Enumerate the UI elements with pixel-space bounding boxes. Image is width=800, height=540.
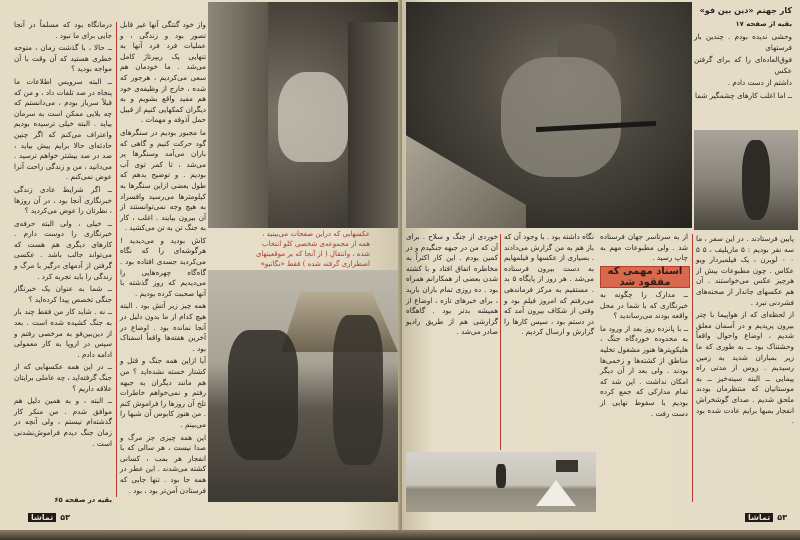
box-preceding-text: از به سرتاسر جهان فرستاده شد . ولی مطبوعات مهم به چاپ رسید . bbox=[600, 232, 688, 263]
running-head: کار جهنم «دین بین فو» bbox=[699, 6, 792, 15]
paragraph: واز خود گنتگی آنها غیر قابل تصور بود و زندگی ، و عملیات فرد فرد آنها به تنهایی یک ریپرتاژ کامل می‌شد . ما خودمان هم سعی می‌کردیم ، هرجور که شده ، خارج از وظیفه‌ی خود هم مفید واقع بشویم و به دیگران کمکهایی کنیم از قبیل حمل آذوقه و مهمات . bbox=[120, 20, 206, 125]
trench-wall-right bbox=[348, 22, 400, 228]
intro-text-column bbox=[694, 32, 792, 130]
caption-line: شده ، وانتقالِ ( از آنجا که بر موقعیتهای bbox=[255, 250, 370, 258]
paragraph: ــ با پانزده روز بعد از ورود ما به محدوده خوردگاه جنگ ، هلیکوپترها هنوز مشغول تخلیه مناطق از کشته‌ها و زخمی‌ها بودند . ولی بعد از آن دیگر امکان نداشت . این شد که تمام مدارکی که جمع کرده بودیم با سقوط نهایی از دست رفت . bbox=[600, 323, 688, 418]
caption-line: اضطراری گرفته شده ) فقط «نگاتیو» bbox=[260, 260, 370, 268]
left-page-folio bbox=[28, 513, 70, 522]
continued-to-label: بقیه در صفحه ۶۵ bbox=[54, 496, 112, 504]
text-line: داشتم از دست دادم . bbox=[727, 78, 792, 88]
interview-text-column bbox=[600, 290, 688, 502]
soldier-left bbox=[228, 330, 298, 460]
text-line: وحشی ندیده بودم . چندین بار فرستهای bbox=[694, 32, 792, 52]
right-page-text-column-b bbox=[504, 232, 594, 452]
trench-wall-shape bbox=[208, 2, 268, 228]
section-heading: اسناد مهمی که مفقود شد bbox=[607, 266, 683, 288]
girl-figure bbox=[742, 140, 770, 220]
paragraph: ــ نه . شاید کار من فقط چند بار به جنگ کشیده شده است . بعد از دین‌بین‌فو به مرخصی رفتم و سپس در اروپا به کار معمولی ادامه دادم . bbox=[14, 307, 112, 359]
page-bottom-edge bbox=[0, 530, 800, 540]
column-divider bbox=[116, 22, 117, 497]
paragraph: ــ خیلی ، ولی البته حرفه‌ی خبرنگاری را دوست دارم . کارهای دیگری هم هست که می‌تواند جالب باشد . عکسی گرفتن از آدمهای درگیر با مرگ و زندگی را باید تجربه کرد . bbox=[14, 218, 112, 281]
paragraph: خوردی از جنگ و سلاح . برای آن که من در جبهه جنگیدم و در کمین بودم . این کار اکثراً به مخاطره اتفاق افتاد و با کشته شدن بعضی از همکارانم همراه بود . ده روزی تمام باران بارید ، برای خبرهای تازه ، اوضاع از همیشه بدتر بود . گاهگاه گزارشی هم از طریق رادیو صادر می‌شد . bbox=[406, 232, 498, 337]
magazine-logo: تماشا bbox=[28, 513, 56, 522]
paragraph: کاش بودید و می‌دیدید ! هرگوشه‌ای را که نگاه می‌کردید جسدی افتاده بود . گاه‌گاه چهره‌هایی را می‌دیدیم که روز گذشته با آنها صحبت کرده بودیم . bbox=[120, 235, 206, 298]
photo-soldiers-carrying-wounded bbox=[208, 270, 400, 502]
photo-trench-soldiers bbox=[208, 2, 400, 228]
page-number: ۵۳ bbox=[60, 513, 71, 522]
paragraph: درمانگاه بود که مسلماً در آنجا جایی برای ما نبود . bbox=[14, 20, 112, 40]
paragraph: نگاه داشته بود . با وجود آن که باز هم به من گزارش می‌دادند . بسیاری از عکسها و فیلمهایم به دست بیرون فرستاده می‌شد . هر روز از پایگاه ۵ بد . مستقیم به مرکز فرماندهی می‌رفتم که امروز فیلم بود و وقتی از شکاف بیرون آمد که در دستم بود ، سپس کارها را گزارش و ارسال کردیم . bbox=[504, 232, 594, 337]
paragraph: آیا ازاین همه جنگ و قتل و کشتار خسته نشده‌اید ؟ من هم مانند دیگران به جبهه رفتم و نمی‌خواهم خاطرات تلخ آن روزها را فراموش کنم . من هنوز کابوس آن شبها را می‌بینم . bbox=[120, 356, 206, 429]
tent bbox=[536, 480, 576, 506]
paragraph: ــ مدارک را چگونه به خبرنگاری که با شما در محل واقعه بودند می‌رساندید ؟ bbox=[600, 290, 688, 321]
photo-field-soldiers-running bbox=[406, 452, 596, 512]
right-page-folio bbox=[745, 513, 787, 522]
left-page-text-column-inner bbox=[120, 20, 206, 500]
column-divider bbox=[692, 234, 693, 502]
paragraph: ــ در این همه عکسهایی که از جنگ گرفته‌اید ، چه عاملی برایتان علاقه داریم ؟ bbox=[14, 362, 112, 393]
soldier-figure bbox=[278, 72, 348, 162]
paragraph: ــ حالا ، با گذشت زمان ، متوجه خطری هستید که آن وقت با آن مواجه بودید ؟ bbox=[14, 43, 112, 74]
right-page bbox=[402, 0, 800, 540]
photo-girl-in-field bbox=[694, 130, 798, 230]
magazine-logo: تماشا bbox=[745, 513, 773, 522]
paragraph: این همه چیزی جز مرگ و صدا نیست ، هر سالی که با انفجار هر بمب ، کسانی کشته می‌شدند . این عطر در همه جا بود . تنها جایی که فرستادن آمن‌تر بود ، بود . bbox=[120, 432, 206, 495]
soldier-right bbox=[333, 315, 383, 465]
page-number: ۵۳ bbox=[777, 513, 788, 522]
left-page-text-column-outer bbox=[14, 20, 112, 480]
paragraph: از لحظه‌ای که از هواپیما با چتر بیرون پریدیم و در آسمان معلق شدیم ، اوضاع واحوال واقعاً وحشتناک بود ــ به طوری که ما زیر بمباران شدید به زمین رسیدیم . روس از مدتی راه پیمایی ــ البته سینه‌خیز ــ به موستانیان که منتظرمان بودند ملحق شدیم . صدای گوشخراش انفجار بمبها برایم عادت شده بود . bbox=[696, 310, 794, 426]
caption-line: همه از مجموعه‌ی شخصی کلو انتخاب bbox=[261, 240, 370, 248]
continued-from-label: بقیه از صفحه ۱۷ bbox=[735, 20, 792, 28]
paragraph: ــ اگر شرایط عادی زندگی خبرنگاری آنجا بود ، در آن روزها ، نظرتان را عوض می‌کردید ؟ bbox=[14, 184, 112, 216]
paragraph: ــ البته سرویس اطلاعات ما پنجاه در صد تلفات داد ، و من که قبلاً سرباز بودم ، می‌دانستم که چه بلایی ممکن است به سرمان بیاید . البته خیلی ترسیده بودیم واعتراف می‌کنم که اگر چنین حادثه‌ای حالا برایم پیش بیاید ، صد در صد بیشتر خواهم ترسید . می‌دانید ، من و زندگی راحت آنرا عوض نمی‌کنم . bbox=[14, 76, 112, 182]
soldier-running bbox=[496, 464, 506, 488]
column-divider bbox=[500, 234, 501, 450]
paragraph: ما مجبور بودیم در سنگرهای گود حرکت کنیم و گاهی که باران می‌آمد وسنگرها پر می‌شد ، تا کمر توی آب بودیم . و توضیح بدهم که طول بعضی ازاین سنگرها به کیلومترها می‌رسید وافسراد به هیچ وجه نمی‌توانستند از آن بیرون بیایند . اغلب ، کار به جنگ تن به تن می‌کشید . bbox=[120, 127, 206, 233]
photo-soldier-with-rifle bbox=[406, 2, 692, 228]
text-line: فوق‌العاده‌ای را که برای گرفتن عکس bbox=[694, 55, 792, 75]
paragraph: ــ البته ، و به همین دلیل هم موافق شدم . من منکر کار گذشته‌ام نیستم ، ولی آنچه در زمان جنگ دیدم فراموش‌نشدنی است . bbox=[14, 396, 112, 448]
caption-line: عکسهایی که دراین صفحات می‌بینید ، bbox=[262, 230, 370, 238]
right-page-text-column-a bbox=[406, 232, 498, 452]
paragraph: همه چیز زیر آتش بود . البته هیچ کدام از ما بدون دلیل در آنجا نمانده بود . اوضاع در آخرین هفته‌ها واقعاً اسفناک بود . bbox=[120, 301, 206, 353]
paragraph: پایین فرستادند . در این سفر ، ما سه نفر بودیم : ۵ ماریلیف ، ۵ ۵ ۰ ۰ لوبرن ، یک فیلمبردار ویو عکاس . چون مطبوعات بیش از هرچیز عکس می‌خواستند . آن هم عکسهای جاندار از صحنه‌های فشردنی نبرد . bbox=[696, 234, 794, 307]
jeep bbox=[556, 460, 578, 472]
text-line: ــ اما اغلب کارهای چشمگیر شما bbox=[694, 90, 792, 100]
section-heading-box bbox=[600, 266, 690, 288]
soldier-body bbox=[501, 57, 621, 177]
right-page-text-column-outer bbox=[696, 234, 794, 502]
paragraph: ــ شما به عنوان یک خبرنگار جنگی تخصص پیدا کرده‌اید ؟ bbox=[14, 284, 112, 304]
